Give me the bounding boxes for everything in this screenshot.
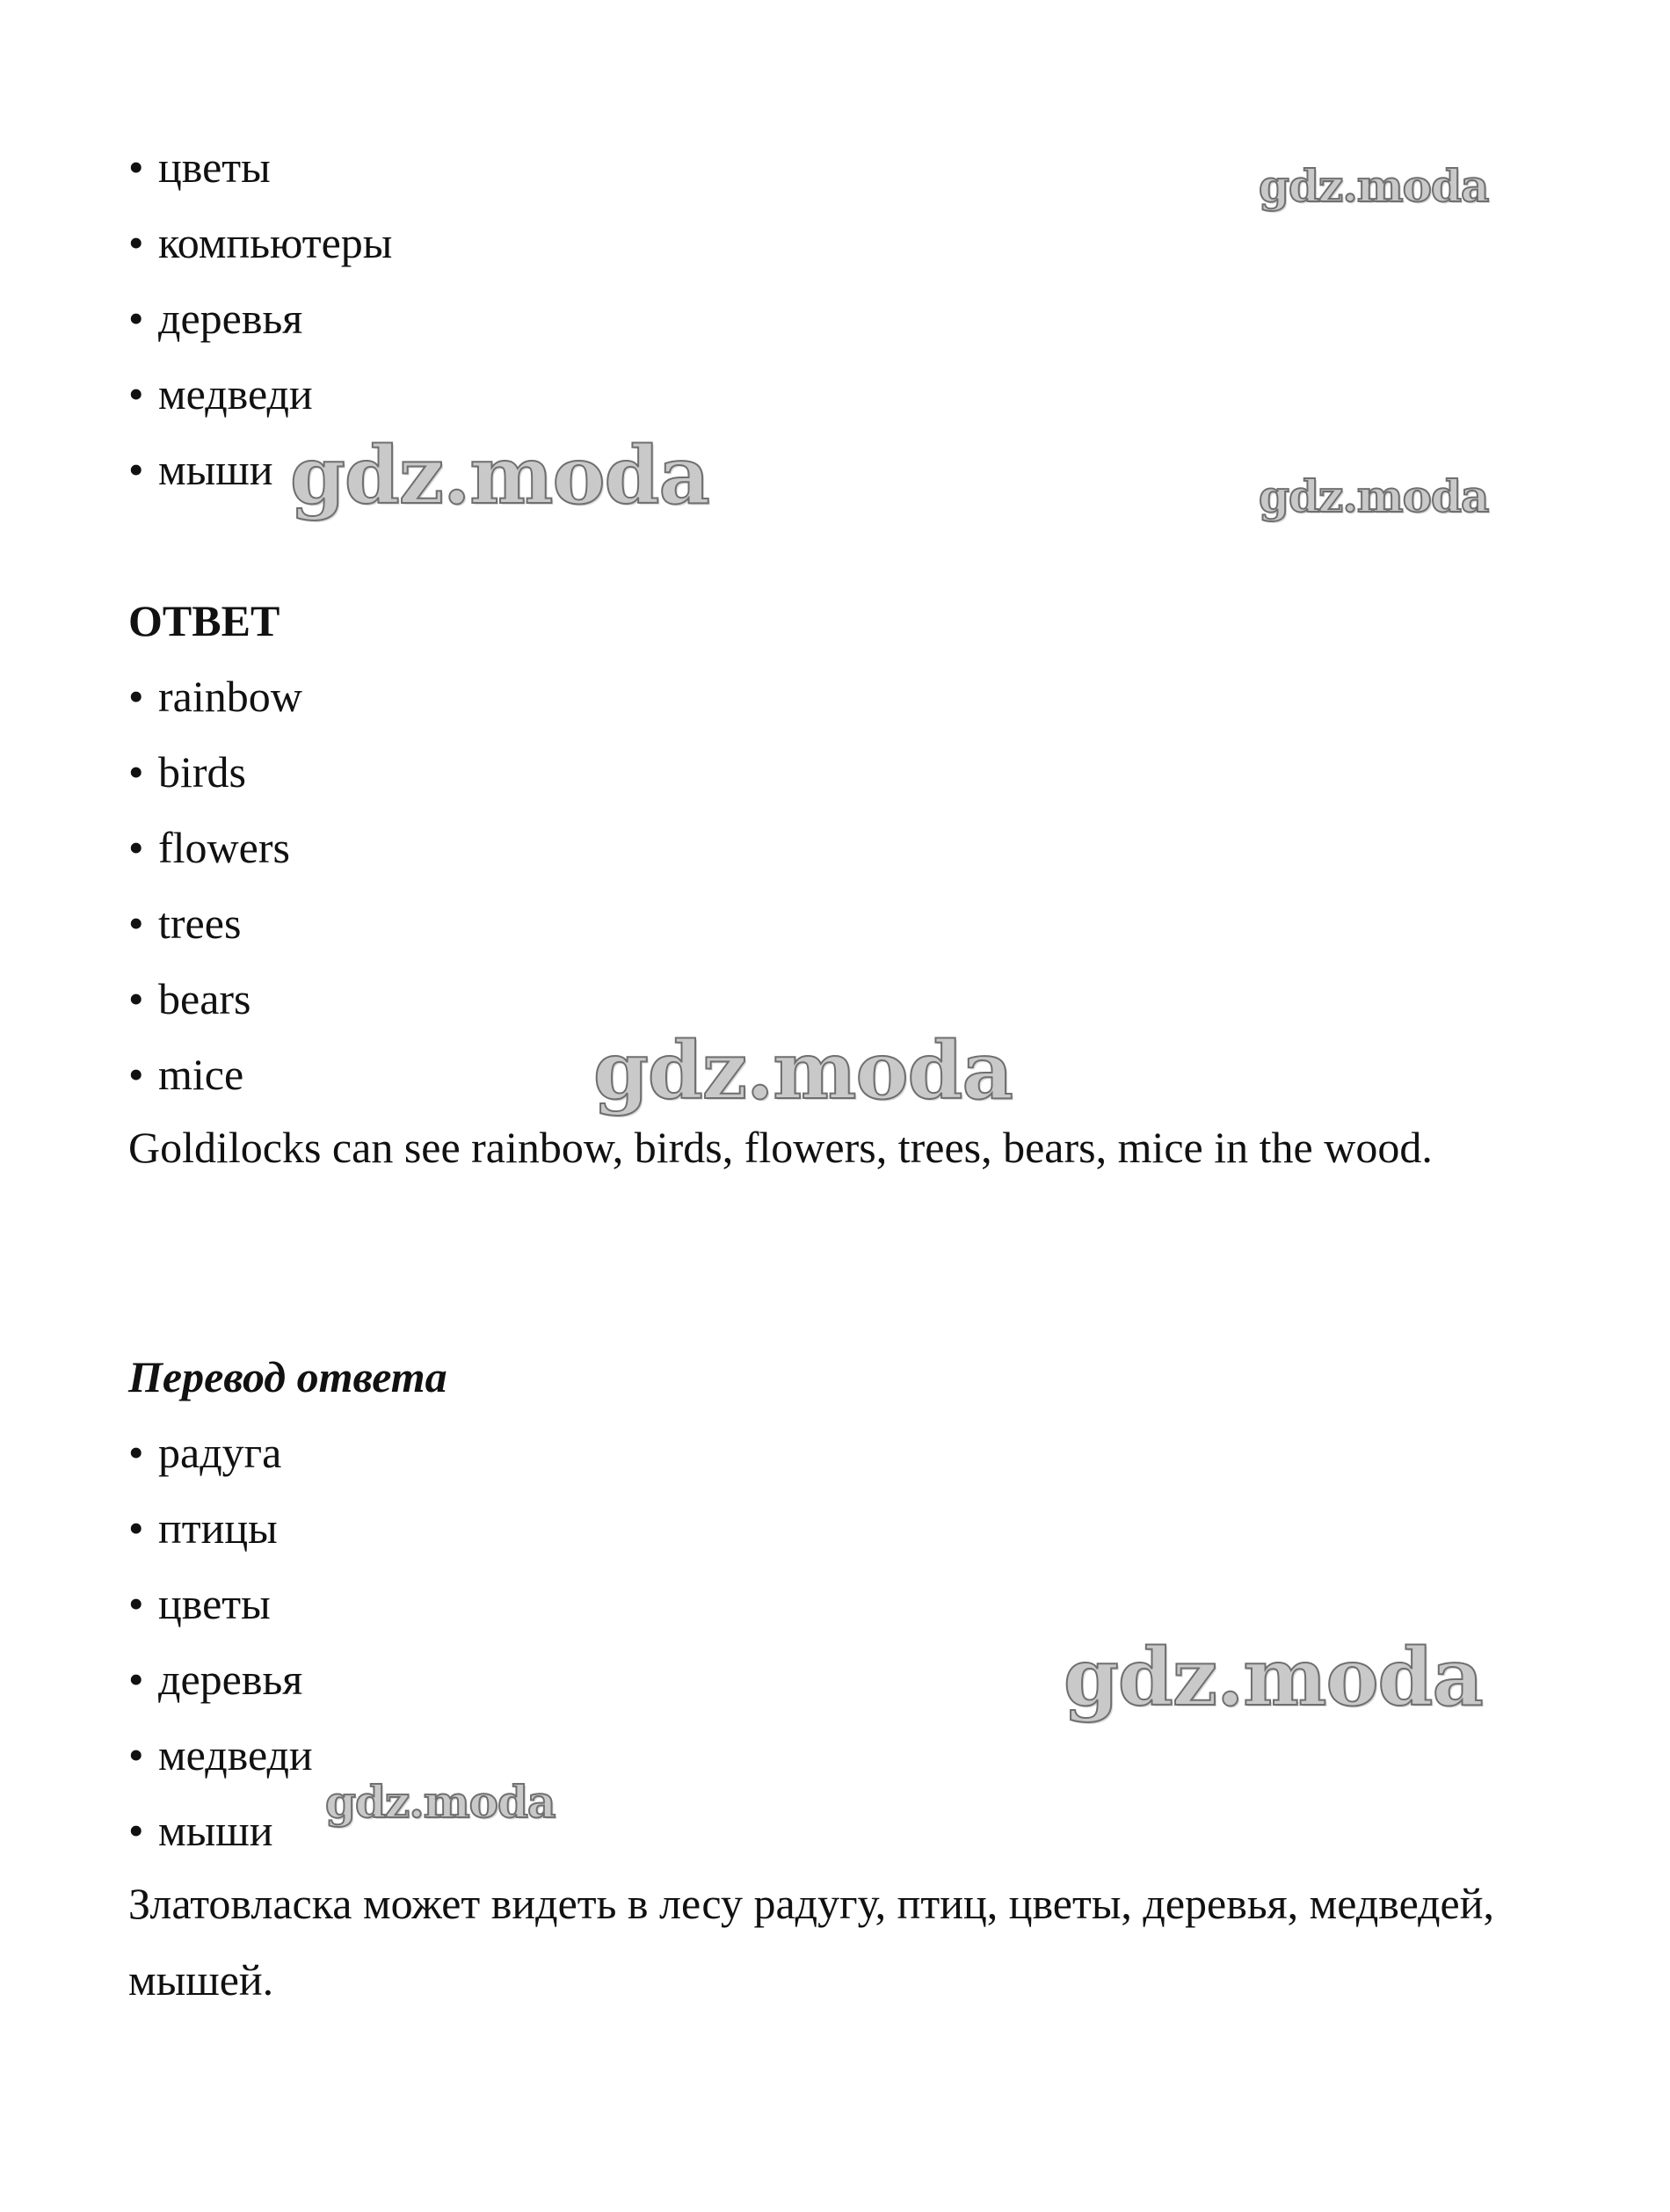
list-item: • bears bbox=[128, 974, 251, 1023]
list-item: • медведи bbox=[128, 369, 313, 418]
watermark: gdz.moda bbox=[290, 429, 709, 522]
watermark: gdz.moda bbox=[1259, 470, 1489, 522]
translation-sentence: Златовласка может видеть в лесу радугу, птиц, цветы, деревья, медведей, мышей. bbox=[128, 1879, 1495, 2005]
watermark: gdz.moda bbox=[325, 1776, 555, 1828]
list-item: • mice bbox=[128, 1050, 244, 1099]
list-item: • цветы bbox=[128, 142, 271, 192]
watermark: gdz.moda bbox=[1064, 1631, 1483, 1724]
watermark: gdz.moda bbox=[1259, 160, 1489, 212]
list-item: • деревья bbox=[128, 1655, 303, 1704]
list-item: • медведи bbox=[128, 1730, 313, 1779]
list-item: • flowers bbox=[128, 823, 290, 872]
list-item: • деревья bbox=[128, 294, 303, 343]
answer-heading: ОТВЕТ bbox=[128, 596, 280, 645]
list-item: • trees bbox=[128, 899, 242, 948]
watermark: gdz.moda bbox=[593, 1024, 1013, 1117]
list-item: • цветы bbox=[128, 1579, 271, 1628]
translation-heading: Перевод ответа bbox=[128, 1352, 447, 1401]
list-item: • радуга bbox=[128, 1428, 282, 1477]
list-item: • компьютеры bbox=[128, 218, 393, 267]
list-item: • мыши bbox=[128, 445, 273, 494]
list-item: • rainbow bbox=[128, 672, 302, 721]
list-item: • birds bbox=[128, 747, 247, 797]
answer-sentence: Goldilocks can see rainbow, birds, flowers, trees, bears, mice in the wood. bbox=[128, 1123, 1433, 1172]
list-item: • мыши bbox=[128, 1806, 273, 1855]
list-item: • птицы bbox=[128, 1503, 278, 1553]
